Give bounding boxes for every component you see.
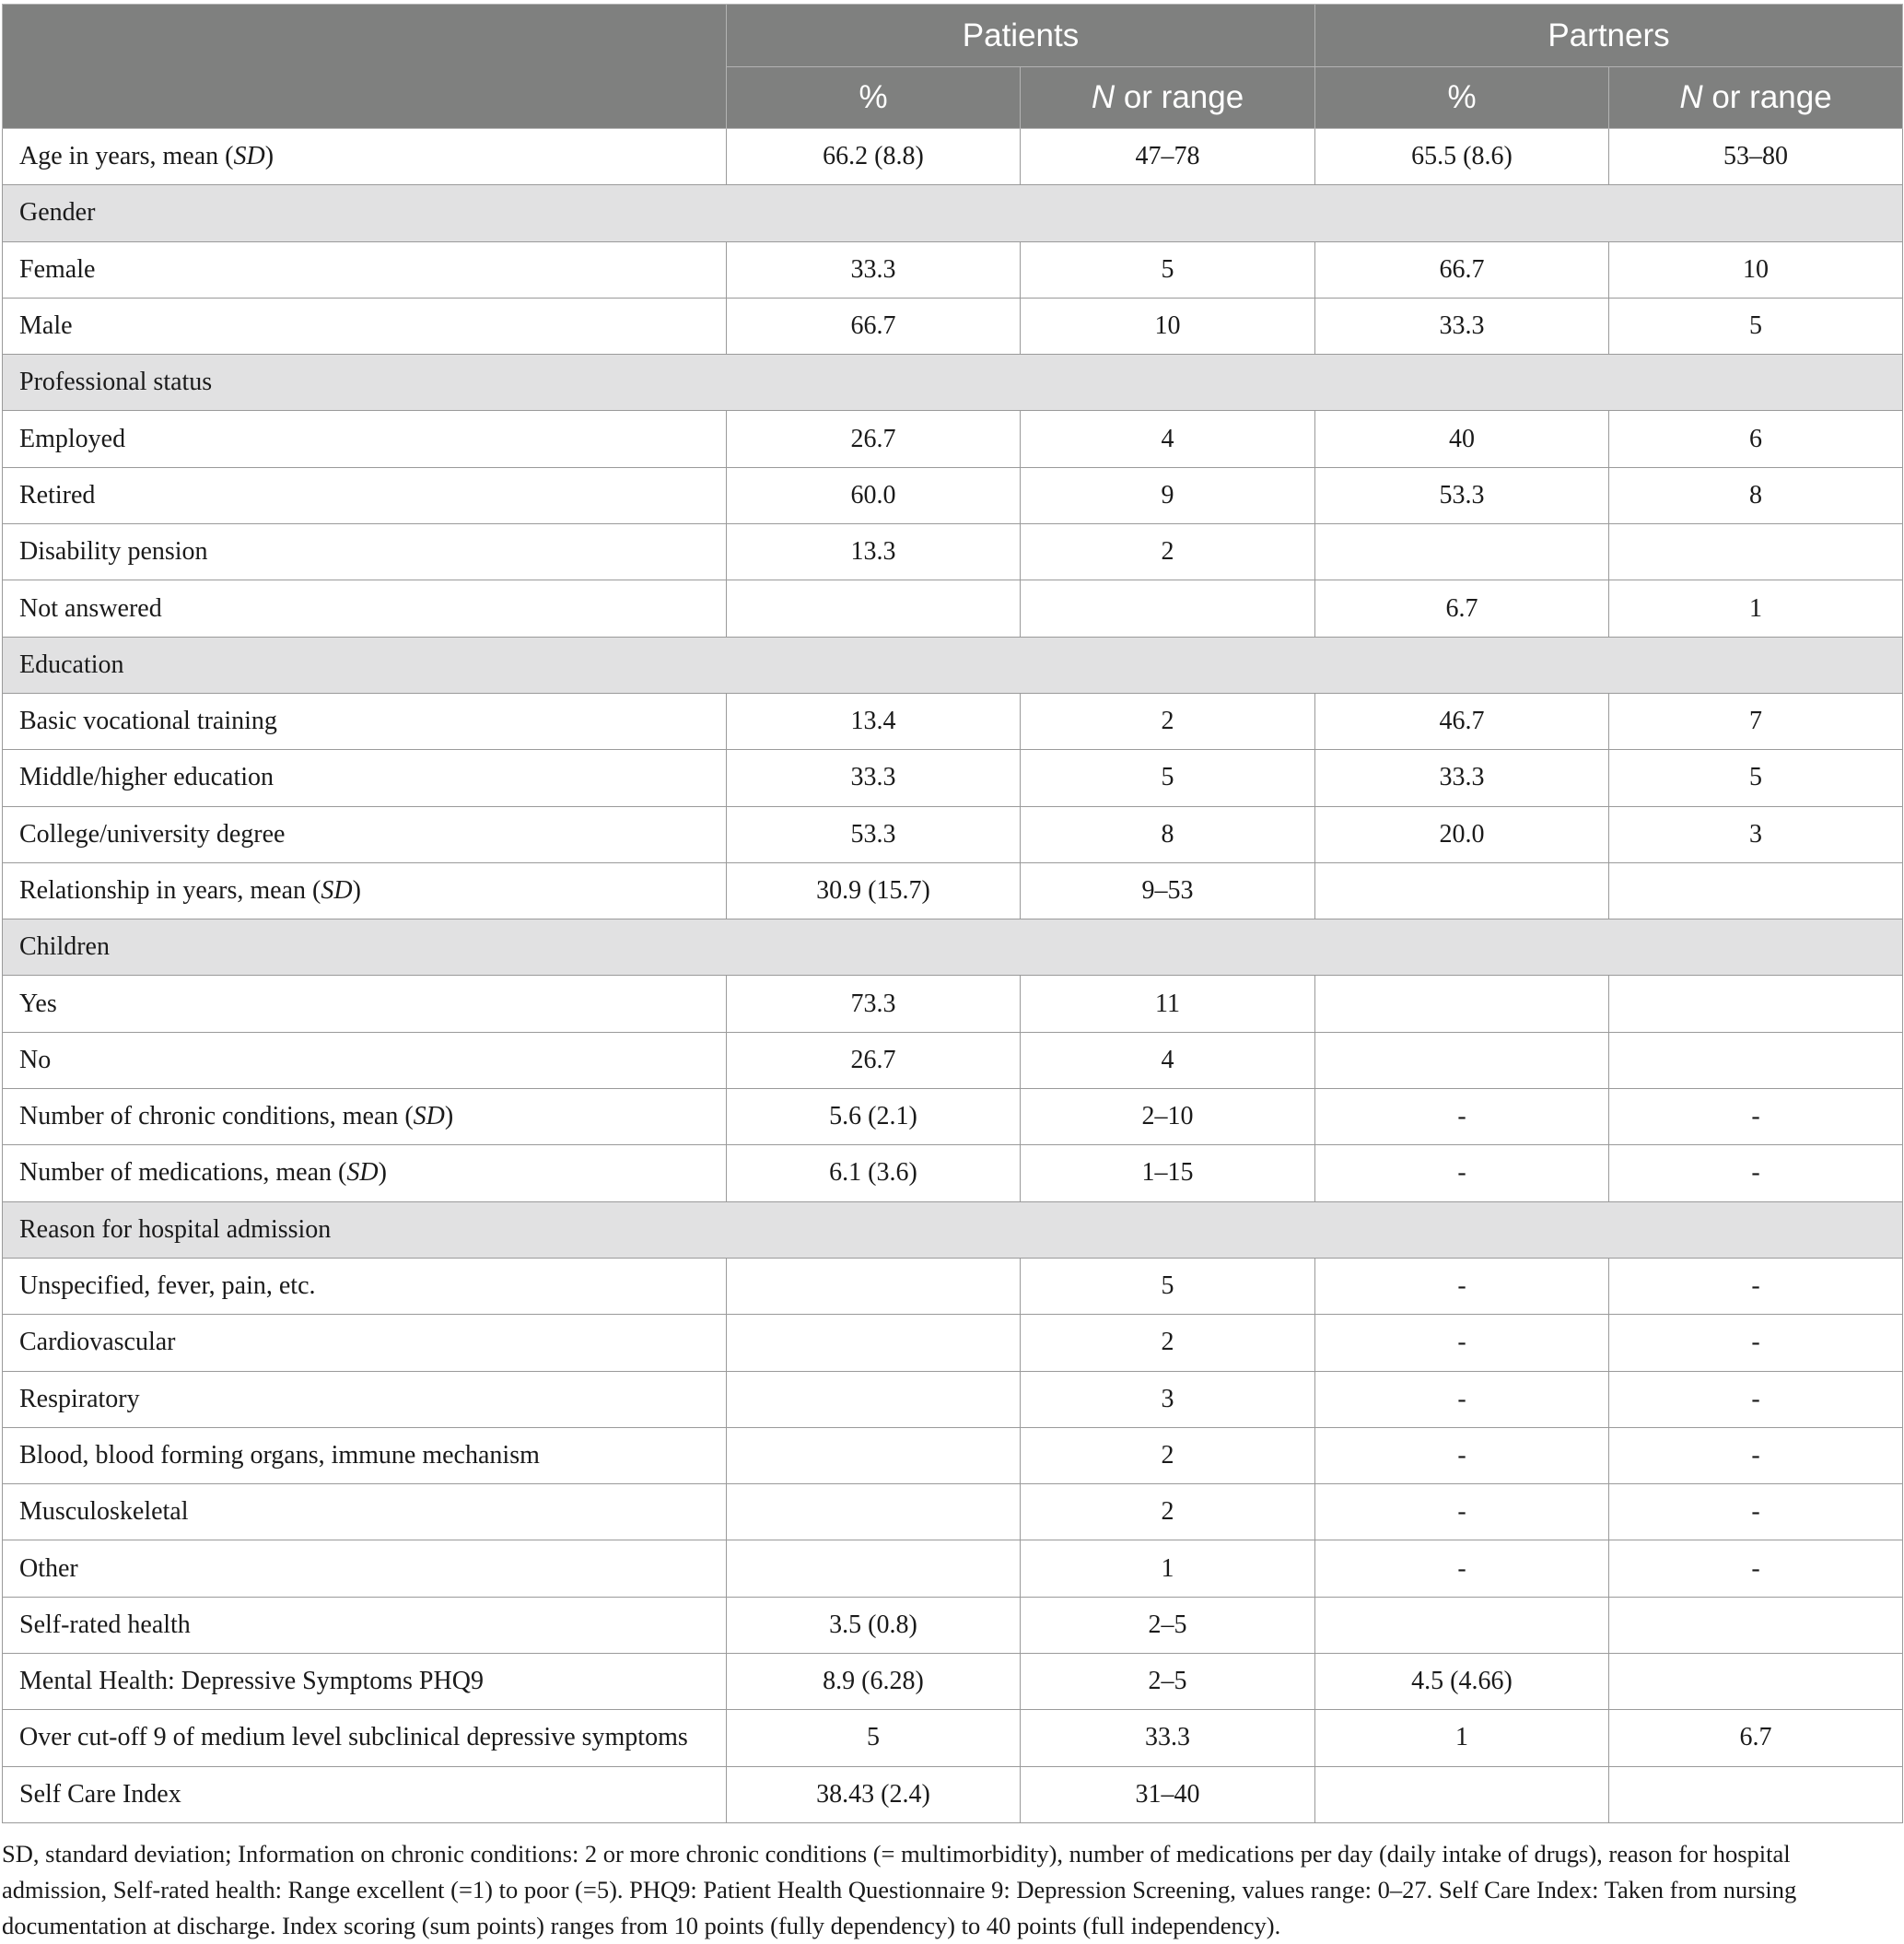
section-label — [3, 185, 1903, 241]
cell-partners-n-range: 10 — [1609, 241, 1903, 298]
table-row — [3, 1710, 1903, 1766]
cell-partners-percent — [1315, 1766, 1609, 1822]
cell-patients-percent: 53.3 — [727, 806, 1021, 862]
cell-partners-n-range: 6.7 — [1609, 1710, 1903, 1766]
table-row — [3, 467, 1903, 523]
cell-patients-n-range: 1–15 — [1021, 1145, 1315, 1201]
label-text: Self Care Index — [19, 1779, 181, 1809]
table-row — [3, 1089, 1903, 1145]
cell-partners-n-range — [1609, 1597, 1903, 1653]
cell-partners-percent: 4.5 (4.66) — [1315, 1654, 1609, 1710]
label-text: ) — [444, 1102, 454, 1131]
cell-patients-percent: 6.1 (3.6) — [727, 1145, 1021, 1201]
row-label — [3, 1089, 727, 1145]
label-text: Over cut-off 9 of medium level subclinical depressive symptoms — [19, 1723, 688, 1752]
table-row — [3, 1540, 1903, 1597]
table-row — [3, 806, 1903, 862]
header-subcol-patients-percent: % — [727, 67, 1021, 129]
cell-patients-percent — [727, 1258, 1021, 1314]
cell-partners-percent: - — [1315, 1315, 1609, 1371]
table-row — [3, 1032, 1903, 1088]
section-label — [3, 355, 1903, 411]
cell-partners-n-range: 1 — [1609, 580, 1903, 637]
cell-patients-percent — [727, 1315, 1021, 1371]
header-group-row — [3, 5, 1903, 67]
cell-patients-percent: 33.3 — [727, 241, 1021, 298]
cell-patients-percent: 8.9 (6.28) — [727, 1654, 1021, 1710]
row-label — [3, 1032, 727, 1088]
cell-partners-percent — [1315, 1597, 1609, 1653]
cell-partners-n-range: 6 — [1609, 411, 1903, 467]
cell-partners-percent: 1 — [1315, 1710, 1609, 1766]
label-text: Not answered — [19, 593, 162, 623]
cell-partners-percent: 20.0 — [1315, 806, 1609, 862]
cell-patients-percent — [727, 580, 1021, 637]
cell-partners-n-range: 53–80 — [1609, 129, 1903, 185]
table-row — [3, 1145, 1903, 1201]
row-label — [3, 976, 727, 1032]
cell-partners-percent: - — [1315, 1089, 1609, 1145]
cell-patients-n-range: 2 — [1021, 1315, 1315, 1371]
cell-patients-n-range: 47–78 — [1021, 129, 1315, 185]
label-text: Female — [19, 254, 96, 284]
label-text: Musculoskeletal — [19, 1497, 189, 1527]
cell-partners-percent: 33.3 — [1315, 298, 1609, 354]
header-subcol-partners-percent: % — [1315, 67, 1609, 129]
cell-patients-n-range: 2 — [1021, 693, 1315, 749]
row-label — [3, 1145, 727, 1201]
cell-partners-percent — [1315, 862, 1609, 919]
section-row — [3, 637, 1903, 693]
cell-patients-n-range: 4 — [1021, 411, 1315, 467]
cell-partners-n-range — [1609, 524, 1903, 580]
header-subcol-patients-n-range: N or range — [1021, 67, 1315, 129]
table-row — [3, 693, 1903, 749]
label-text: Reason for hospital admission — [19, 1214, 332, 1244]
cell-patients-n-range: 1 — [1021, 1540, 1315, 1597]
section-row — [3, 355, 1903, 411]
cell-partners-percent — [1315, 976, 1609, 1032]
label-text: SD — [413, 1102, 445, 1131]
row-label — [3, 241, 727, 298]
row-label — [3, 129, 727, 185]
cell-partners-n-range: 3 — [1609, 806, 1903, 862]
cell-patients-n-range: 5 — [1021, 750, 1315, 806]
label-text: ) — [378, 1158, 387, 1188]
cell-patients-n-range: 31–40 — [1021, 1766, 1315, 1822]
cell-partners-n-range: 5 — [1609, 750, 1903, 806]
label-text: SD — [346, 1158, 379, 1188]
label-text: Yes — [19, 989, 57, 1018]
cell-patients-n-range: 33.3 — [1021, 1710, 1315, 1766]
row-label — [3, 1766, 727, 1822]
row-label — [3, 580, 727, 637]
cell-partners-percent: - — [1315, 1484, 1609, 1540]
cell-partners-n-range — [1609, 862, 1903, 919]
label-text: Number of chronic conditions, mean ( — [19, 1102, 414, 1131]
row-label — [3, 1597, 727, 1653]
cell-patients-n-range: 3 — [1021, 1371, 1315, 1427]
cell-partners-percent — [1315, 1032, 1609, 1088]
cell-partners-percent: - — [1315, 1371, 1609, 1427]
cell-partners-percent: 33.3 — [1315, 750, 1609, 806]
table-row — [3, 1484, 1903, 1540]
label-text: Professional status — [19, 368, 213, 397]
cell-patients-n-range: 2–5 — [1021, 1654, 1315, 1710]
cell-patients-n-range: 10 — [1021, 298, 1315, 354]
cell-partners-n-range: 5 — [1609, 298, 1903, 354]
cell-patients-n-range: 9 — [1021, 467, 1315, 523]
table-row — [3, 1766, 1903, 1822]
table-row — [3, 750, 1903, 806]
table-row — [3, 1371, 1903, 1427]
row-label — [3, 411, 727, 467]
row-label — [3, 1484, 727, 1540]
table-row — [3, 411, 1903, 467]
row-label — [3, 1540, 727, 1597]
label-text: Mental Health: Depressive Symptoms PHQ9 — [19, 1667, 484, 1696]
section-label — [3, 919, 1903, 976]
cell-partners-percent: - — [1315, 1540, 1609, 1597]
header-subcol-partners-n-range: N or range — [1609, 67, 1903, 129]
table-row — [3, 524, 1903, 580]
label-text: SD — [233, 142, 265, 171]
section-row — [3, 1201, 1903, 1258]
cell-patients-percent: 26.7 — [727, 1032, 1021, 1088]
label-text: Age in years, mean ( — [19, 142, 234, 171]
table-header — [3, 5, 1903, 129]
row-label — [3, 806, 727, 862]
cell-partners-percent: 65.5 (8.6) — [1315, 129, 1609, 185]
table-row — [3, 298, 1903, 354]
cell-partners-n-range: 7 — [1609, 693, 1903, 749]
label-text: Retired — [19, 480, 96, 509]
cell-patients-n-range: 5 — [1021, 1258, 1315, 1314]
cell-patients-percent: 13.3 — [727, 524, 1021, 580]
label-text: Gender — [19, 198, 96, 228]
table-row — [3, 976, 1903, 1032]
cell-patients-percent: 13.4 — [727, 693, 1021, 749]
header-group-patients: Patients — [727, 5, 1315, 67]
cell-partners-percent: 6.7 — [1315, 580, 1609, 637]
label-text: Relationship in years, mean ( — [19, 876, 321, 905]
table-row — [3, 862, 1903, 919]
table-row — [3, 1427, 1903, 1483]
label-text: Male — [19, 311, 73, 341]
table-row — [3, 1597, 1903, 1653]
cell-partners-n-range: - — [1609, 1258, 1903, 1314]
cell-patients-percent: 60.0 — [727, 467, 1021, 523]
cell-partners-n-range: - — [1609, 1427, 1903, 1483]
row-label — [3, 862, 727, 919]
row-label — [3, 1258, 727, 1314]
cell-patients-n-range: 2–5 — [1021, 1597, 1315, 1653]
cell-partners-n-range: - — [1609, 1540, 1903, 1597]
cell-partners-percent: 53.3 — [1315, 467, 1609, 523]
cell-patients-n-range: 4 — [1021, 1032, 1315, 1088]
cell-partners-percent: 40 — [1315, 411, 1609, 467]
cell-patients-percent: 38.43 (2.4) — [727, 1766, 1021, 1822]
cell-patients-percent — [727, 1427, 1021, 1483]
table-row — [3, 1258, 1903, 1314]
cell-partners-n-range: 8 — [1609, 467, 1903, 523]
cell-partners-n-range — [1609, 976, 1903, 1032]
cell-patients-percent: 3.5 (0.8) — [727, 1597, 1021, 1653]
table-row — [3, 241, 1903, 298]
cell-partners-n-range — [1609, 1032, 1903, 1088]
label-text: No — [19, 1045, 52, 1074]
cell-patients-n-range: 8 — [1021, 806, 1315, 862]
row-label — [3, 1315, 727, 1371]
cell-partners-n-range: - — [1609, 1315, 1903, 1371]
cell-patients-n-range — [1021, 580, 1315, 637]
label-text: Self-rated health — [19, 1610, 191, 1639]
cell-partners-percent: - — [1315, 1258, 1609, 1314]
label-text: Disability pension — [19, 537, 208, 567]
row-label — [3, 693, 727, 749]
cell-patients-percent: 30.9 (15.7) — [727, 862, 1021, 919]
cell-patients-n-range: 2–10 — [1021, 1089, 1315, 1145]
cell-patients-percent: 66.7 — [727, 298, 1021, 354]
row-label — [3, 750, 727, 806]
label-text: Employed — [19, 424, 126, 453]
label-text: ) — [264, 142, 275, 171]
cell-patients-percent — [727, 1540, 1021, 1597]
cell-patients-n-range: 2 — [1021, 1484, 1315, 1540]
row-label — [3, 524, 727, 580]
cell-patients-percent: 33.3 — [727, 750, 1021, 806]
cell-patients-percent — [727, 1484, 1021, 1540]
cell-patients-n-range: 9–53 — [1021, 862, 1315, 919]
section-label — [3, 1201, 1903, 1258]
table-footnote: SD, standard deviation; Information on chronic conditions: 2 or more chronic conditions (= multimorbidity), number of medications per day (daily intake of drugs), reason for hospital admission, Self-rated health: Range excellent (=1) to poor (=5). PHQ9: Patient Health Questionnaire 9: Depression Screening, values range: 0–27. Self Care Index: Taken from nursing documentation at discharge. Index scoring (sum points) ranges from 10 points (fully dependency) to 40 points (full independency). — [2, 1840, 1797, 1939]
cell-partners-n-range: - — [1609, 1089, 1903, 1145]
label-text: Number of medications, mean ( — [19, 1158, 347, 1188]
cell-patients-percent: 26.7 — [727, 411, 1021, 467]
cell-patients-percent: 73.3 — [727, 976, 1021, 1032]
row-label — [3, 1710, 727, 1766]
cell-partners-n-range: - — [1609, 1371, 1903, 1427]
section-label — [3, 637, 1903, 693]
cell-patients-percent: 66.2 (8.8) — [727, 129, 1021, 185]
label-text: Respiratory — [19, 1384, 140, 1413]
label-text: Blood, blood forming organs, immune mechanism — [19, 1440, 540, 1470]
label-text: SD — [321, 876, 353, 905]
label-text: College/university degree — [19, 819, 286, 849]
cell-partners-percent — [1315, 524, 1609, 580]
cell-partners-n-range — [1609, 1654, 1903, 1710]
cell-partners-percent: 66.7 — [1315, 241, 1609, 298]
table-row — [3, 580, 1903, 637]
cell-patients-percent — [727, 1371, 1021, 1427]
table-row — [3, 1654, 1903, 1710]
label-text: Cardiovascular — [19, 1328, 176, 1357]
label-text: ) — [352, 876, 361, 905]
label-text: Unspecified, fever, pain, etc. — [19, 1271, 316, 1301]
row-label — [3, 1654, 727, 1710]
label-text: Other — [19, 1553, 78, 1583]
cell-patients-percent: 5.6 (2.1) — [727, 1089, 1021, 1145]
table-body — [3, 129, 1903, 1823]
table-row — [3, 1315, 1903, 1371]
cell-partners-n-range: - — [1609, 1484, 1903, 1540]
row-label — [3, 467, 727, 523]
cell-partners-percent: - — [1315, 1145, 1609, 1201]
section-row — [3, 185, 1903, 241]
row-label — [3, 1427, 727, 1483]
label-text: Education — [19, 650, 124, 679]
cell-partners-n-range — [1609, 1766, 1903, 1822]
cell-patients-n-range: 5 — [1021, 241, 1315, 298]
header-blank-cell — [3, 5, 727, 129]
cell-patients-n-range: 11 — [1021, 976, 1315, 1032]
label-text: Basic vocational training — [19, 707, 277, 736]
cell-partners-n-range: - — [1609, 1145, 1903, 1201]
row-label — [3, 1371, 727, 1427]
table-row — [3, 129, 1903, 185]
header-group-partners: Partners — [1315, 5, 1903, 67]
label-text: Children — [19, 932, 110, 962]
cell-patients-n-range: 2 — [1021, 1427, 1315, 1483]
demographics-table — [2, 4, 1903, 1823]
cell-partners-percent: - — [1315, 1427, 1609, 1483]
section-row — [3, 919, 1903, 976]
cell-partners-percent: 46.7 — [1315, 693, 1609, 749]
cell-patients-percent: 5 — [727, 1710, 1021, 1766]
cell-patients-n-range: 2 — [1021, 524, 1315, 580]
label-text: Middle/higher education — [19, 763, 275, 792]
row-label — [3, 298, 727, 354]
